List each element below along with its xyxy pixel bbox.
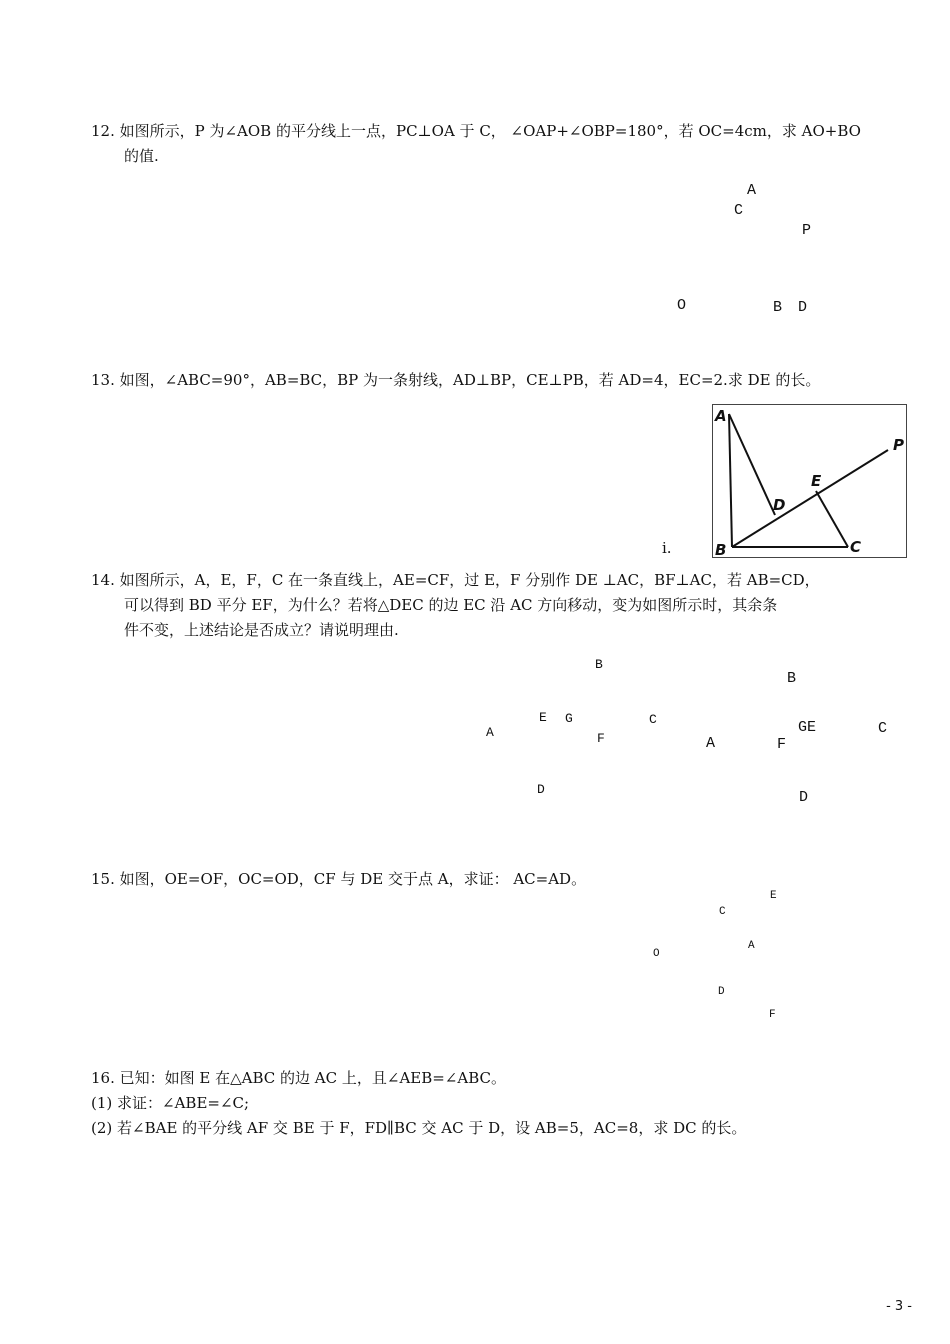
q14-fig1-label-g: G (565, 711, 573, 726)
q13-text-line1: 13. 如图，∠ABC=90°，AB=BC，BP 为一条射线，AD⊥BP，CE⊥PB，若 AD=4，EC=2.求 DE 的长。 (91, 371, 821, 389)
q13-diagram (712, 404, 907, 558)
q15-label-e: E (770, 890, 777, 902)
q14-fig2-label-c: C (878, 720, 888, 737)
q15-label-o: O (653, 948, 660, 960)
q14-fig2-label-a: A (706, 735, 716, 752)
q13-figure-prefix: i. (662, 539, 672, 557)
q12-label-b: B (773, 299, 783, 316)
q12-label-d: D (798, 299, 808, 316)
q14-text-line3: 件不变，上述结论是否成立？请说明理由. (124, 621, 399, 639)
q15-label-a: A (748, 940, 755, 952)
q13-label-a: A (715, 407, 727, 425)
q14-text-line1: 14. 如图所示，A，E，F，C 在一条直线上，AE=CF，过 E，F 分别作 DE ⊥AC，BF⊥AC，若 AB=CD， (91, 571, 820, 589)
q12-text-line2: 的值. (124, 147, 159, 165)
q13-label-d: D (773, 496, 786, 514)
q14-fig2-label-b: B (787, 670, 797, 687)
q12-label-p: P (802, 222, 812, 239)
q14-fig1-label-b: B (595, 657, 603, 672)
q16-text-line2: (1) 求证：∠ABE=∠C; (91, 1094, 250, 1112)
q13-label-b: B (715, 541, 727, 558)
q15-text-line1: 15. 如图，OE=OF，OC=OD，CF 与 DE 交于点 A，求证： AC=AD。 (91, 870, 587, 888)
q15-label-f: F (769, 1009, 776, 1021)
q15-label-c: C (719, 906, 726, 918)
q13-label-c: C (850, 538, 862, 556)
q14-text-line2: 可以得到 BD 平分 EF，为什么？若将△DEC 的边 EC 沿 AC 方向移动，变为如图所示时，其余条 (124, 596, 778, 614)
q14-fig1-label-a: A (486, 725, 494, 740)
q14-fig2-label-ge: GE (798, 719, 817, 736)
q12-label-a: A (747, 182, 757, 199)
q13-figure-frame (713, 405, 907, 558)
q15-label-d: D (718, 986, 725, 998)
q12-label-c: C (734, 202, 744, 219)
q14-fig2-label-d: D (799, 789, 809, 806)
q16-text-line1: 16. 已知：如图 E 在△ABC 的边 AC 上，且∠AEB=∠ABC。 (91, 1069, 506, 1087)
q13-label-p: P (893, 436, 904, 454)
q14-fig1-label-f: F (597, 731, 605, 746)
q13-figure (712, 404, 907, 558)
q13-label-e: E (811, 472, 822, 490)
q16-text-line3: (2) 若∠BAE 的平分线 AF 交 BE 于 F，FD∥BC 交 AC 于 D，设 AB=5，AC=8，求 DC 的长。 (91, 1119, 747, 1137)
q14-fig1-label-c: C (649, 712, 657, 727)
q14-fig1-label-e: E (539, 710, 547, 725)
q14-fig2-label-f: F (777, 736, 787, 753)
q12-label-o: O (677, 297, 687, 314)
q14-fig1-label-d: D (537, 782, 545, 797)
q12-text-line1: 12. 如图所示，P 为∠AOB 的平分线上一点，PC⊥OA 于 C， ∠OAP+∠OBP=180°，若 OC=4cm，求 AO+BO (91, 122, 861, 140)
page-number: - 3 - (886, 1299, 912, 1314)
